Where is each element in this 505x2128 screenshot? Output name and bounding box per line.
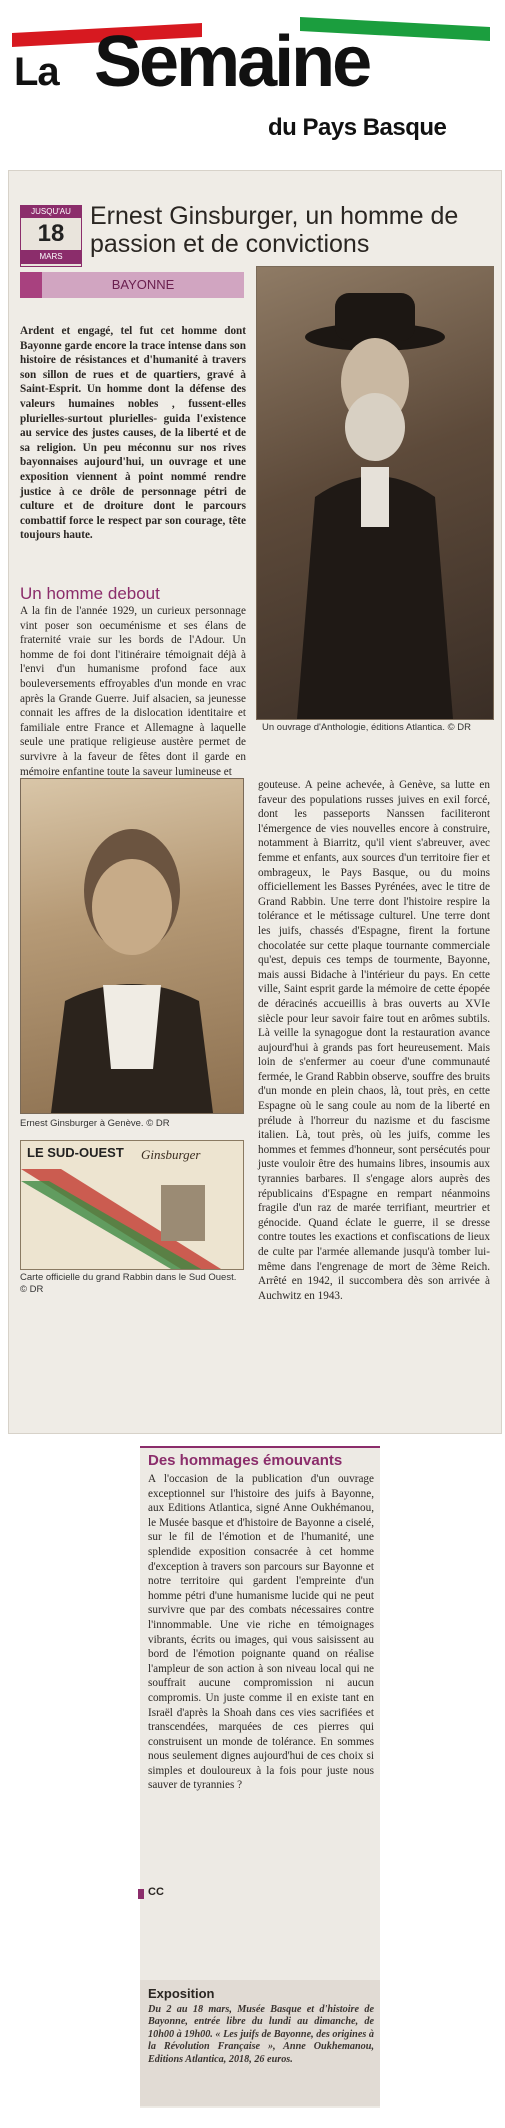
date-until: JUSQU'AU	[21, 206, 81, 218]
rabbi-figure-illustration	[257, 267, 493, 719]
card-flag-stripes	[21, 1141, 243, 1269]
brand-la: La	[14, 50, 59, 94]
headline: Ernest Ginsburger, un homme de passion et de convictions	[90, 202, 459, 258]
card-header: LE SUD-OUEST	[27, 1145, 124, 1160]
card-name: Ginsburger	[141, 1147, 201, 1162]
box-body: A l'occasion de la publication d'un ouvrage exceptionnel sur l'histoire des juifs à Bayonne, aux Editions Atlantica, signé Anne Oukhémanou, le Musée basque et d'histoire de Bayonne a ciselé, sur le fil de l'émotion et de l'humanité, une splendide exposition consacrée à cet homme d'exception à travers son parcours sur Bayonne et notre territoire qui gardent l'empreinte d'un homme pétri d'une humanisme lucide qui ne peut survivre que par des combats nécessaires contre l'innommable. Une vie riche en témoignages vibrants, écrits ou images, qui vous saisissent au bord de l'émotion poignante quand on réalise l'ampleur de son action à son niveau local qui ne souffrait aucune compromission ni aucun compromis. Un juste comme il en existe tant en Israël d'après la Shoah dans ces vies sacrifiées et transcendées, marquées de ces pierres qui construisent un monde de tolérance. En sommes nous seulement dignes aujourd'hui de ces choix si simples et douloureux à la fois pour juste nous sauver de tyrannies ?	[148, 1473, 374, 1792]
date-month: MARS	[21, 250, 81, 264]
box-title: Des hommages émouvants	[148, 1452, 343, 1469]
subhead: Un homme debout	[20, 584, 160, 603]
body-column-1: A la fin de l'année 1929, un curieux personnage vint poser son oecuménisme et ses élans de fraternité vraie sur les bords de l'Adour. Un homme de foi dont l'itinéraire témoignait déjà à l'envi d'un humanisme profond face aux bouleversements effroyables d'un monde en vrac après la Grande Guerre. Juif alsacien, sa jeunesse connait les affres de la dislocation identitaire et familiale entre France et Allemagne à laquelle seule une pratique religieuse austère permet de survivre à la faveur de fêtes dont il garde en mémoire enfantine toute la saveur lumineuse et	[20, 605, 246, 778]
brand-subtitle: du Pays Basque	[268, 114, 447, 141]
photo-rabbi-standing	[256, 266, 494, 720]
box-credit: CC	[148, 1886, 164, 1898]
date-badge	[20, 205, 82, 267]
portrait-illustration	[21, 779, 243, 1113]
date-day: 18	[37, 220, 65, 247]
caption-card: Carte officielle du grand Rabbin dans le Sud Ouest. © DR	[20, 1272, 237, 1295]
credit-marker	[138, 1889, 144, 1899]
photo-portrait-geneva	[20, 778, 244, 1114]
masthead	[0, 0, 505, 160]
caption-portrait: Ernest Ginsburger à Genève. © DR	[20, 1118, 170, 1129]
intro-paragraph: Ardent et engagé, tel fut cet homme dont Bayonne garde encore la trace intense dans son histoire de résistances et d'humanité à travers son sillon de rues et de quartiers, gravé à Saint-Esprit. Un homme dont la défense des valeurs humaines nobles , fussent-elles plurielles-surtout plurielles- guida l'existence au service des justes causes, de la liberté et de sa religion. Un peu méconnu sur nos rives bayonnaises aujourd'hui, un ouvrage et une exposition viennent à point nommé rendre justice à ce drôle de personnage pétri de culture et de droiture dont le parcours combattif force le respect par son courage, tête toujours haute.	[20, 325, 246, 542]
brand-semaine: Semaine	[94, 22, 370, 102]
expo-body: Du 2 au 18 mars, Musée Basque et d'histoire de Bayonne, entrée libre du lundi au dimanche, de 10h00 à 19h00. « Les juifs de Bayonne, des origines à la Révolution Française », Anne Oukhemanou, Editions Atlantica, 2018, 26 euros.	[148, 2004, 374, 2065]
caption-main-photo: Un ouvrage d'Anthologie, éditions Atlantica. © DR	[262, 722, 471, 733]
section-label: BAYONNE	[20, 272, 244, 298]
body-column-2: gouteuse. A peine achevée, à Genève, sa lutte en faveur des populations russes juives en exil forcé, dont les passeports Nanssen faciliteront l'émergence de vies nouvelles encore à construire, notamment à Biarritz, qu'il vient s'abreuver, avec femme et enfants, aux sources d'un territoire fier et ombrageux, le Pays Basque, ou du moins officiellement les Basses Pyrénées, avec le titre de Grand Rabbin. Une terre dont l'histoire respire la tolérance et le métissage culturel. Une terre dont les juifs, chassés d'Espagne, firent la fortune chocolatée sur cette plaque tournante commerciale qu'est, depuis ces temps de tourmente, Bayonne, mais aussi Bidache à l'intérieur du pays. En cette ville, Saint esprit garde la mémoire de cette épopée de déracinés accueillis à bras ouverts au XVIe siècle pour leur savoir faire tout en arômes subtils. Là veille la synagogue dont la restauration avance aujourd'hui à grands pas fort heureusement. Mais loin de s'enfermer au coeur d'une communauté fermée, le Grand Rabbin observe, souffre des bruits d'un monde en plein chaos, là, tout près, en cette Espagne où le sang coule au nom de la liberté en prélude à l'horreur du nazisme et du fascisme italien. Là, tout près, où les juifs, comme les hommes et femmes d'honneur, sont persécutés pour juste vouloir être des humains libres, insoumis aux tyrannies barbares. Il s'engage alors auprès des républicains d'Espagne en rempart néanmoins fragile d'un raz de marée terrifiant, meurtrier et génocide. Quand éclate le guerre, il se dresse contre toutes les exactions et confiscations de lieux de culte par l'armée allemande jusqu'à tomber lui-même dans l'engrenage de mort de 3ème Reich. Arrêté en 1942, il succombera dès son arrivée à Auchwitz en 1943.	[258, 779, 490, 1302]
rabbi-card-document	[20, 1140, 244, 1270]
expo-title: Exposition	[148, 1986, 215, 2001]
